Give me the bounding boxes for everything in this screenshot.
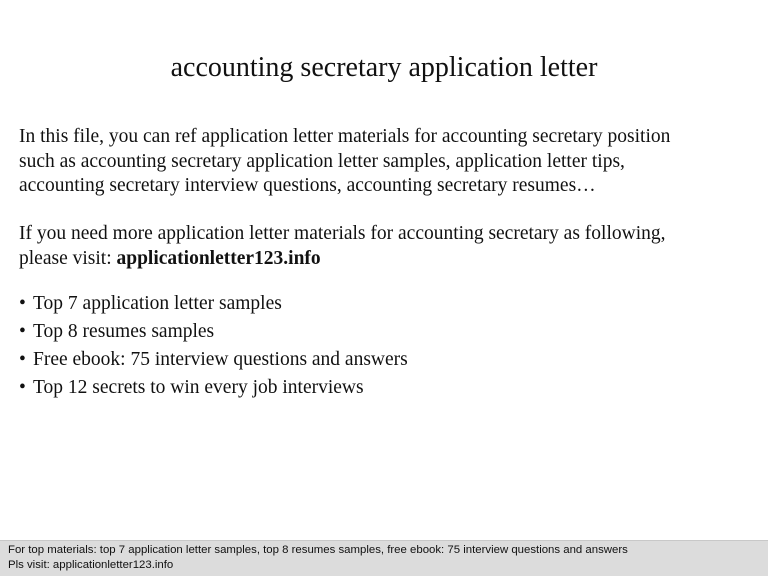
bullet-icon: • — [19, 377, 26, 398]
site-link[interactable]: applicationletter123.info — [116, 248, 321, 269]
list-item-label: Top 8 resumes samples — [33, 321, 215, 342]
intro-line: accounting secretary interview questions, accounting secretary resumes… — [19, 175, 596, 196]
visit-paragraph — [19, 221, 754, 271]
visit-line: If you need more application letter materials for accounting secretary as following, — [19, 223, 666, 244]
list-item — [19, 374, 754, 402]
list-item — [19, 346, 754, 374]
intro-paragraph — [19, 125, 754, 199]
bullet-icon: • — [19, 321, 26, 342]
list-item-label: Free ebook: 75 interview questions and answers — [33, 349, 408, 370]
footer-line[interactable]: Pls visit: applicationletter123.info — [8, 559, 174, 571]
bullet-list — [19, 290, 754, 402]
list-item — [19, 290, 754, 318]
intro-line: such as accounting secretary application letter samples, application letter tips, — [19, 150, 625, 172]
list-item-label: Top 12 secrets to win every job interviews — [33, 377, 364, 398]
intro-line: In this file, you can ref application letter materials for accounting secretary position — [19, 126, 671, 147]
bullet-icon: • — [19, 349, 26, 370]
bullet-icon: • — [19, 293, 26, 314]
visit-prefix: please visit: — [19, 248, 117, 269]
visit-line — [19, 246, 754, 271]
list-item — [19, 318, 754, 346]
footer-line: For top materials: top 7 application letter samples, top 8 resumes samples, free ebook: 75 interview questions and answers — [8, 544, 628, 556]
footer-bar — [0, 540, 768, 576]
list-item-label: Top 7 application letter samples — [33, 293, 282, 314]
page-title: accounting secretary application letter — [170, 52, 598, 83]
